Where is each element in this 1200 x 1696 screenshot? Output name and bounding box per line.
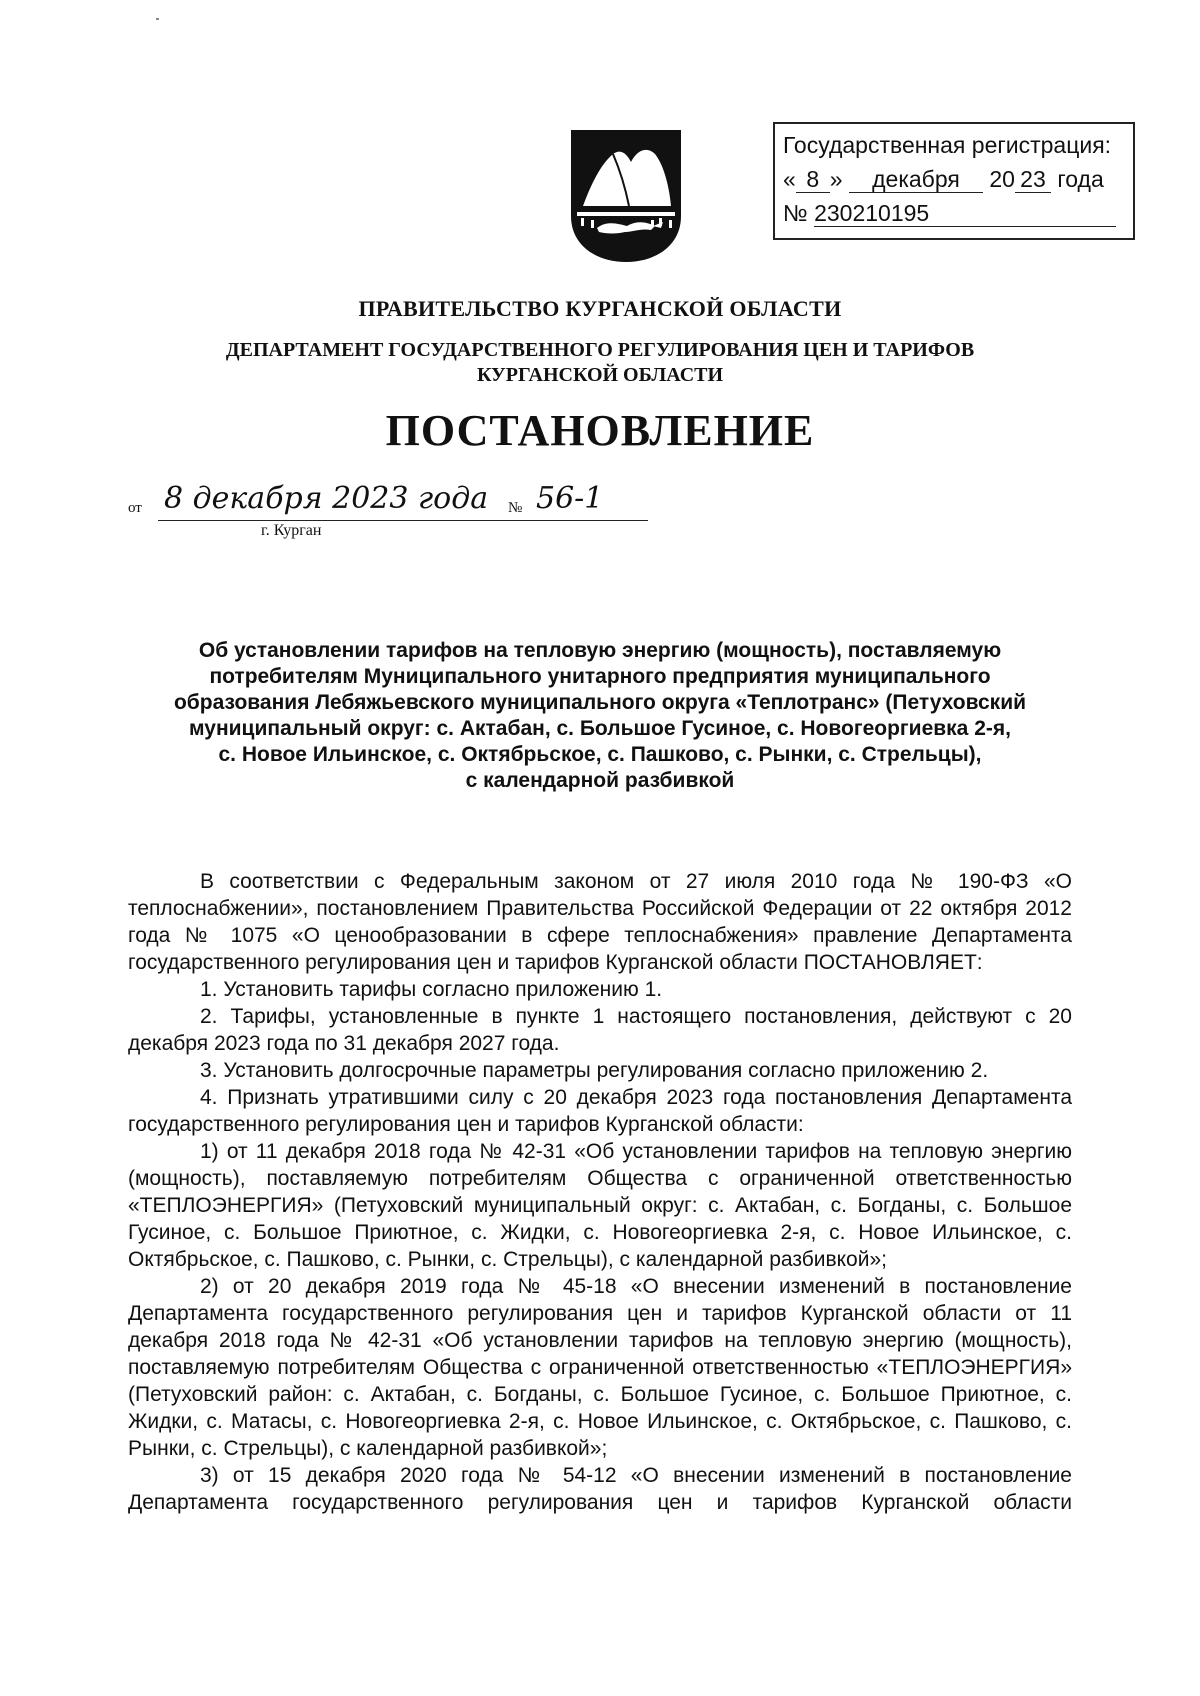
subject-line: муниципальный округ: с. Актабан, с. Большое Гусиное, с. Новогеоргиевка 2-я, [189, 717, 1011, 740]
registration-year-word: года [1057, 166, 1104, 192]
government-heading: ПРАВИТЕЛЬСТВО КУРГАНСКОЙ ОБЛАСТИ [358, 296, 842, 321]
department-heading [0, 338, 1200, 388]
department-heading-line1: ДЕПАРТАМЕНТ ГОСУДАРСТВЕННОГО РЕГУЛИРОВАНИЯ ЦЕН И ТАРИФОВ [225, 339, 975, 361]
preamble-paragraph: В соответствии с Федеральным законом от 27 июля 2010 года № 190-ФЗ «О теплоснабжении», постановлением Правительства Российской Федерации от 22 октября 2012 года № 1075 «О ценообразовании в сфере теплоснабжения» правление Департамента государственного регулирования цен и тарифов Курганской области ПОСТАНОВЛЯЕТ: [128, 870, 1072, 974]
registration-year-prefix: 20 [989, 166, 1015, 192]
registration-close-quote: » [829, 166, 843, 192]
item-1: 1. Установить тарифы согласно приложению 1. [200, 978, 663, 1001]
registration-number: 230210195 [814, 200, 1116, 227]
coat-of-arms-icon [567, 128, 685, 264]
subject-line: образования Лебяжьевского муниципального округа «Теплотранс» (Петуховский [173, 691, 1027, 714]
handwritten-date: 8 декабря 2023 года [158, 478, 536, 521]
registration-open-quote: « [783, 166, 796, 192]
registration-stamp-box [773, 122, 1135, 240]
subject-line: с. Новое Ильинское, с. Октябрьское, с. Пашково, с. Рынки, с. Стрельцы), [218, 743, 982, 766]
item-4: 4. Признать утратившими силу с 20 декабря 2023 года постановления Департамента государственного регулирования цен и тарифов Курганской области: [128, 1086, 1072, 1136]
issue-city: г. Курган [261, 522, 322, 539]
document-type-title: ПОСТАНОВЛЕНИЕ [385, 406, 815, 455]
sub-item-3: 3) от 15 декабря 2020 года № 54-12 «О внесении изменений в постановление Департамента государственного регулирования цен и тарифов Курганской области [128, 1464, 1072, 1514]
scan-speck [156, 18, 159, 20]
decree-body [128, 868, 1072, 1516]
number-prefix: № [508, 500, 523, 516]
registration-number-label: № [783, 200, 808, 226]
subject-line: потребителям Муниципального унитарного предприятия муниципального [209, 665, 991, 688]
item-2: 2. Тарифы, установленные в пункте 1 настоящего постановления, действуют с 20 декабря 2023 года по 31 декабря 2027 года. [128, 1005, 1072, 1055]
item-3: 3. Установить долгосрочные параметры регулирования согласно приложению 2. [200, 1059, 989, 1082]
decree-date-number-line [128, 478, 648, 538]
registration-day: 8 [796, 166, 830, 193]
sub-item-1: 1) от 11 декабря 2018 года № 42-31 «Об установлении тарифов на тепловую энергию (мощность), поставляемую потребителям Общества с ограниченной ответственностью «ТЕПЛОЭНЕРГИЯ» (Петуховский муниципальный округ: с. Актабан, с. Богданы, с. Большое Гусиное, с. Большое Приютное, с. Жидки, с. Новогеоргиевка 2-я, с. Новое Ильинское, с. Октябрьское, с. Пашково, с. Рынки, с. Стрельцы), с календарной разбивкой»; [128, 1140, 1072, 1271]
handwritten-number: 56-1 [530, 478, 648, 521]
decree-subject [130, 638, 1070, 794]
subject-line: с календарной разбивкой [465, 769, 735, 792]
registration-year-suffix: 23 [1015, 166, 1051, 193]
registration-month: декабря [849, 166, 983, 193]
subject-line: Об установлении тарифов на тепловую энергию (мощность), поставляемую [198, 639, 1002, 662]
registration-date-line [783, 162, 1125, 196]
registration-label: Государственная регистрация: [783, 132, 1112, 158]
date-prefix: от [128, 500, 142, 516]
sub-item-2: 2) от 20 декабря 2019 года № 45-18 «О внесении изменений в постановление Департамента государственного регулирования цен и тарифов Курганской области от 11 декабря 2018 года № 42-31 «Об установлении тарифов на тепловую энергию (мощность), поставляемую потребителям Общества с ограниченной ответственностью «ТЕПЛОЭНЕРГИЯ» (Петуховский район: с. Актабан, с. Богданы, с. Большое Гусиное, с. Большое Приютное, с. Жидки, с. Матасы, с. Новогеоргиевка 2-я, с. Новое Ильинское, с. Октябрьское, с. Пашково, с. Рынки, с. Стрельцы), с календарной разбивкой»; [128, 1275, 1072, 1460]
department-heading-line2: КУРГАНСКОЙ ОБЛАСТИ [476, 364, 724, 386]
registration-number-line [783, 196, 1125, 230]
